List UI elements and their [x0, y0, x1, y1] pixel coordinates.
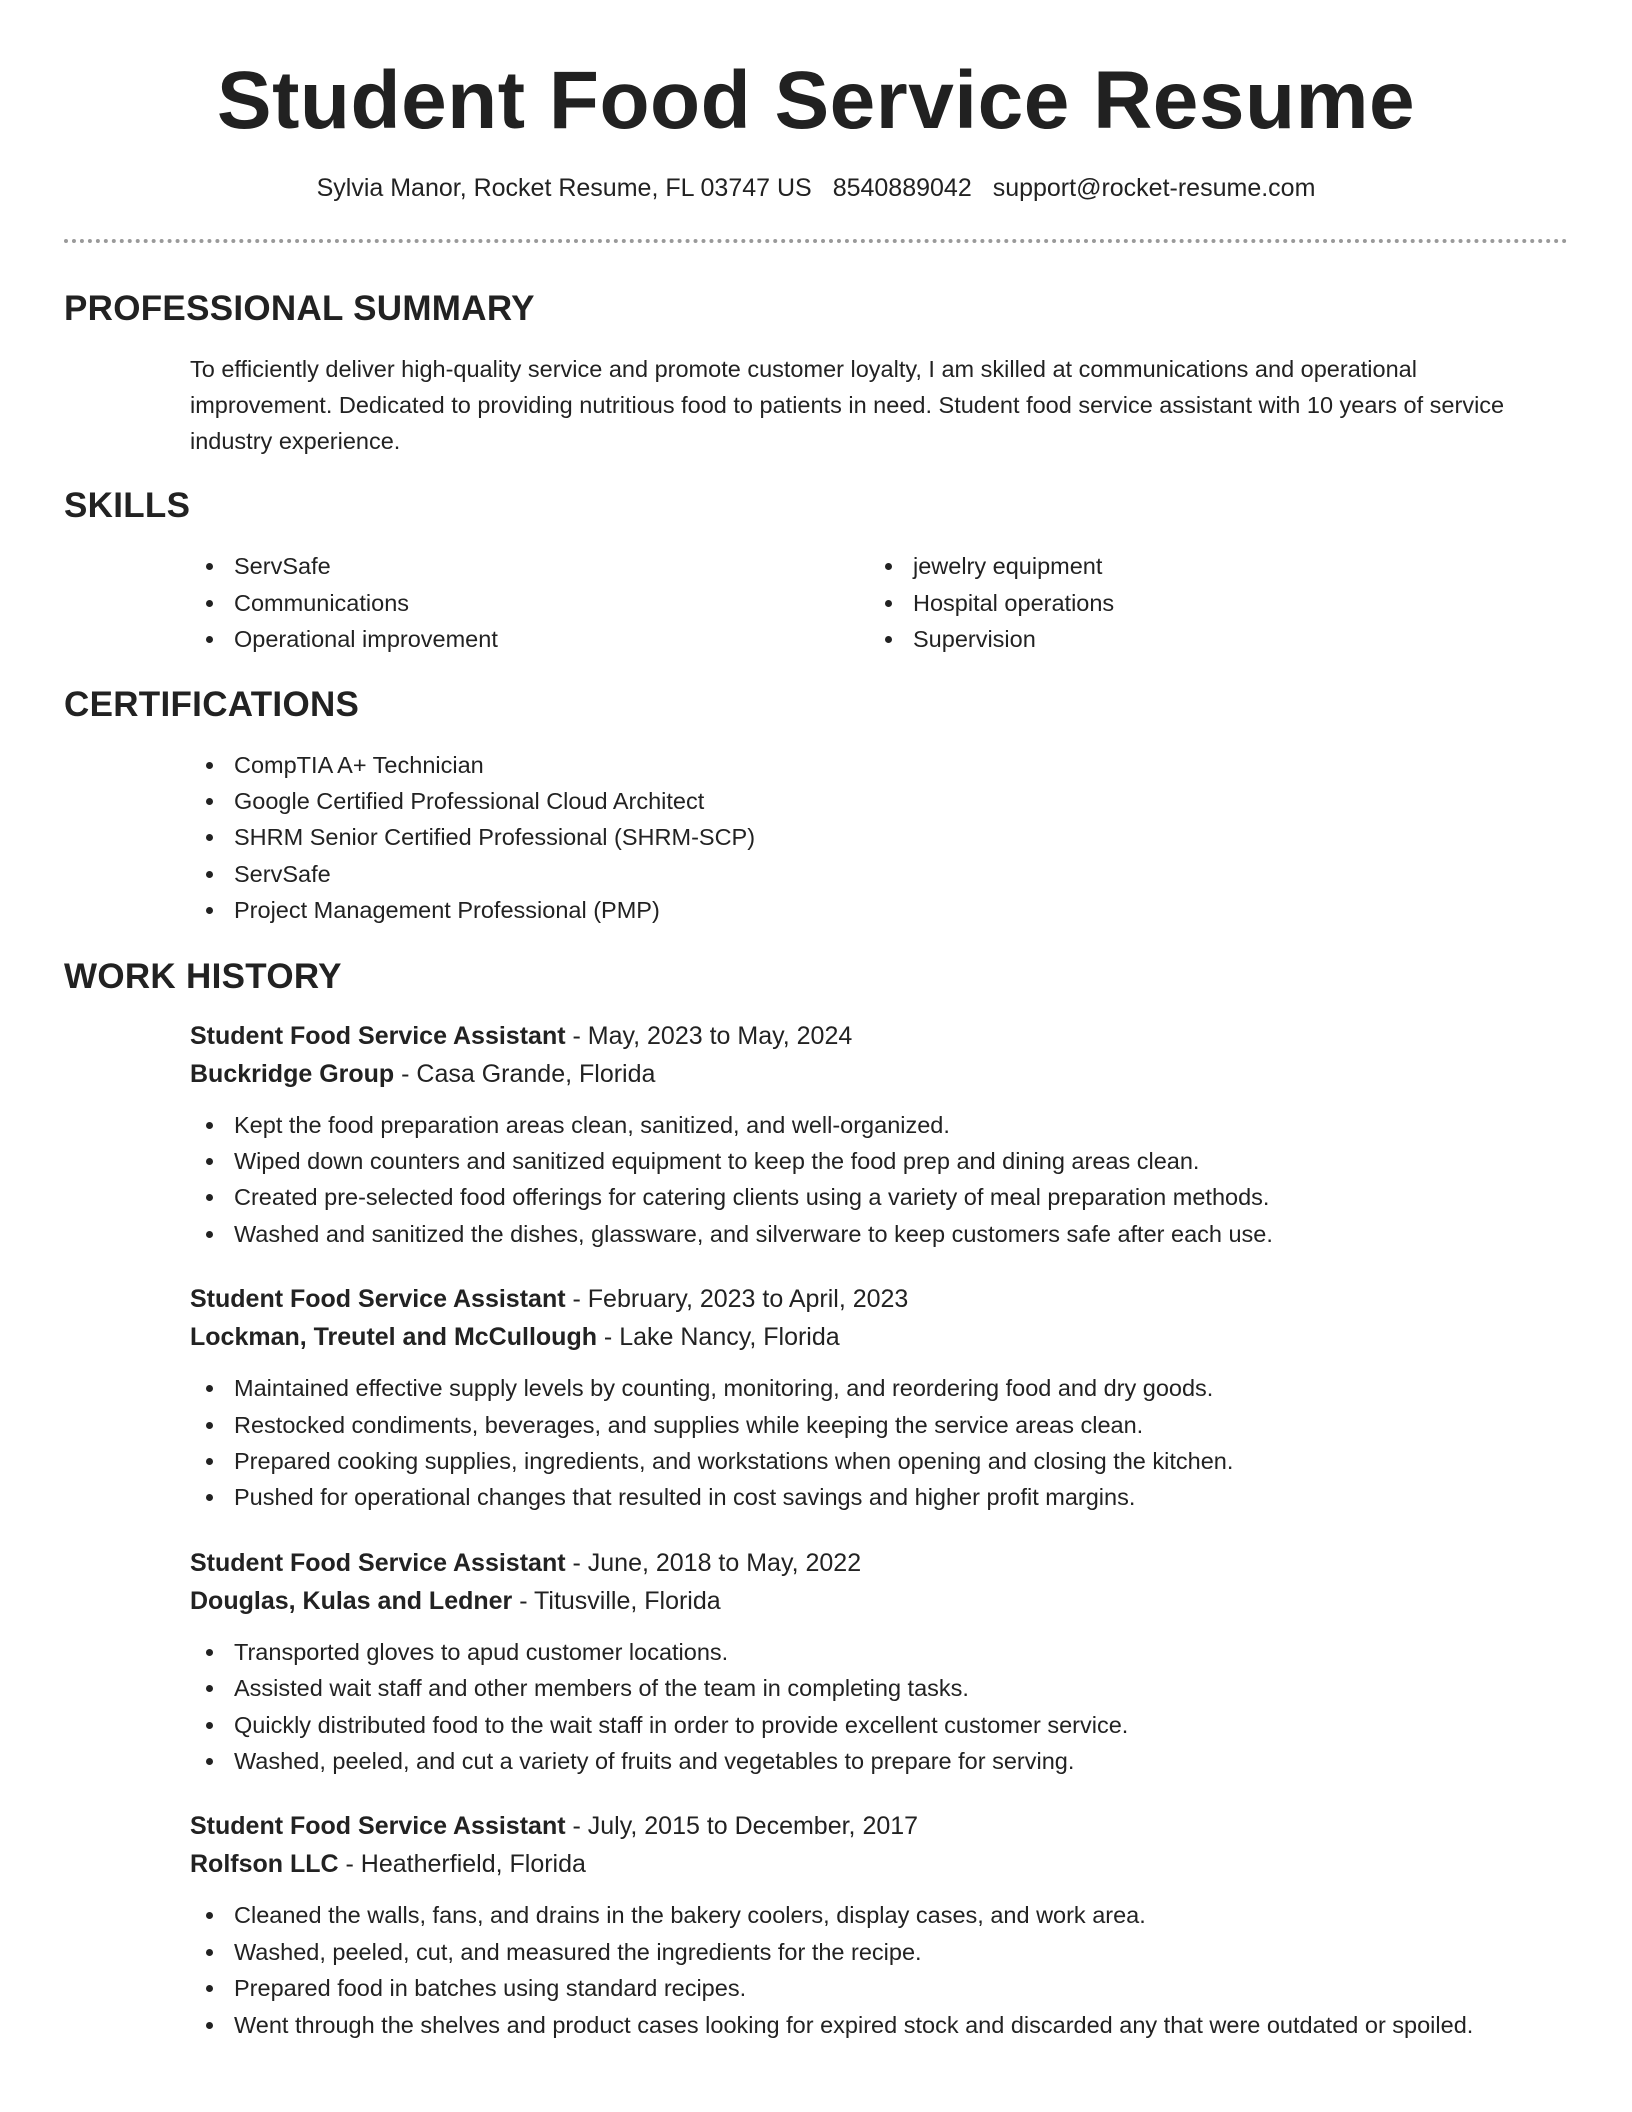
resume-title: Student Food Service Resume	[216, 55, 1416, 146]
job-company-line	[190, 1582, 1568, 1620]
skills-grid	[64, 548, 1568, 657]
job-bullet: Created pre-selected food offerings for catering clients using a variety of meal preparation methods.	[190, 1179, 1568, 1215]
job-location: - Casa Grande, Florida	[394, 1059, 656, 1088]
job-bullet: Kept the food preparation areas clean, sanitized, and well-organized.	[190, 1107, 1568, 1143]
skill-item: Supervision	[869, 621, 1548, 657]
job-bullets	[190, 1634, 1568, 1780]
job-company: Buckridge Group	[190, 1059, 395, 1088]
job-bullet: Wiped down counters and sanitized equipment to keep the food prep and dining areas clean.	[190, 1143, 1568, 1179]
job-bullet: Prepared cooking supplies, ingredients, and workstations when opening and closing the kitchen.	[190, 1443, 1568, 1479]
work-history-section	[64, 957, 1568, 2044]
certification-item: CompTIA A+ Technician	[190, 747, 1568, 783]
work-history-heading: WORK HISTORY	[64, 956, 342, 996]
job-dates: - February, 2023 to April, 2023	[565, 1285, 909, 1314]
skills-list-right	[869, 548, 1548, 657]
job-role: Student Food Service Assistant	[190, 1812, 566, 1841]
job-bullet: Cleaned the walls, fans, and drains in the bakery coolers, display cases, and work area.	[190, 1897, 1568, 1933]
skills-list-left	[190, 548, 869, 657]
summary-text: To efficiently deliver high-quality service and promote customer loyalty, I am skilled at communications and operational improvement. Dedicated to providing nutritious food to patients in need. Student food service assistant with 10 years of service industry experience.	[190, 356, 1505, 455]
certification-item: ServSafe	[190, 856, 1568, 892]
certification-item: Google Certified Professional Cloud Architect	[190, 783, 1568, 819]
job-bullet: Pushed for operational changes that resulted in cost savings and higher profit margins.	[190, 1479, 1568, 1515]
contact-address: Sylvia Manor, Rocket Resume, FL 03747 US	[316, 174, 812, 203]
job-bullet: Washed, peeled, and cut a variety of fruits and vegetables to prepare for serving.	[190, 1743, 1568, 1779]
job-title-line	[190, 1280, 1568, 1318]
job-entry	[64, 1017, 1568, 1253]
certifications-section	[64, 685, 1568, 929]
job-entry	[64, 1544, 1568, 1780]
certification-item: SHRM Senior Certified Professional (SHRM-SCP)	[190, 819, 1568, 855]
skill-item: jewelry equipment	[869, 548, 1548, 584]
job-bullet: Washed, peeled, cut, and measured the ingredients for the recipe.	[190, 1934, 1568, 1970]
summary-section	[64, 289, 1568, 459]
job-bullet: Washed and sanitized the dishes, glassware, and silverware to keep customers safe after each use.	[190, 1216, 1568, 1252]
job-title-line	[190, 1807, 1568, 1845]
job-bullet: Assisted wait staff and other members of the team in completing tasks.	[190, 1670, 1568, 1706]
skills-section	[64, 486, 1568, 657]
job-company: Lockman, Treutel and McCullough	[190, 1323, 597, 1352]
job-role: Student Food Service Assistant	[190, 1285, 566, 1314]
job-bullet: Restocked condiments, beverages, and supplies while keeping the service areas clean.	[190, 1407, 1568, 1443]
job-title-line	[190, 1544, 1568, 1582]
job-company-line	[190, 1845, 1568, 1883]
contact-line	[64, 174, 1568, 203]
job-bullet: Transported gloves to apud customer locations.	[190, 1634, 1568, 1670]
header-divider	[64, 239, 1568, 243]
job-company-line	[190, 1318, 1568, 1356]
job-company: Douglas, Kulas and Ledner	[190, 1586, 513, 1615]
job-bullets	[190, 1897, 1568, 2043]
job-role: Student Food Service Assistant	[190, 1021, 566, 1050]
job-bullet: Went through the shelves and product cases looking for expired stock and discarded any that were outdated or spoiled.	[190, 2007, 1568, 2043]
job-dates: - May, 2023 to May, 2024	[565, 1021, 853, 1050]
job-company-line	[190, 1055, 1568, 1093]
skills-heading: SKILLS	[64, 486, 191, 526]
job-dates: - July, 2015 to December, 2017	[565, 1812, 919, 1841]
job-location: - Heatherfield, Florida	[338, 1850, 586, 1879]
job-bullet: Quickly distributed food to the wait staff in order to provide excellent customer service.	[190, 1707, 1568, 1743]
job-title-line	[190, 1017, 1568, 1055]
skill-item: Hospital operations	[869, 585, 1548, 621]
skill-item: Communications	[190, 585, 869, 621]
job-bullets	[190, 1107, 1568, 1253]
summary-heading: PROFESSIONAL SUMMARY	[64, 289, 535, 329]
contact-email: support@rocket-resume.com	[992, 174, 1316, 203]
job-location: - Lake Nancy, Florida	[596, 1323, 840, 1352]
job-entry	[64, 1280, 1568, 1516]
job-entry	[64, 1807, 1568, 2043]
job-bullet: Maintained effective supply levels by counting, monitoring, and reordering food and dry goods.	[190, 1370, 1568, 1406]
certifications-list	[190, 747, 1568, 929]
skill-item: Operational improvement	[190, 621, 869, 657]
job-bullet: Prepared food in batches using standard recipes.	[190, 1970, 1568, 2006]
contact-phone: 8540889042	[832, 174, 972, 203]
job-company: Rolfson LLC	[190, 1850, 339, 1879]
job-role: Student Food Service Assistant	[190, 1548, 566, 1577]
skill-item: ServSafe	[190, 548, 869, 584]
certification-item: Project Management Professional (PMP)	[190, 892, 1568, 928]
job-dates: - June, 2018 to May, 2022	[565, 1548, 862, 1577]
job-bullets	[190, 1370, 1568, 1516]
job-location: - Titusville, Florida	[512, 1586, 721, 1615]
certifications-heading: CERTIFICATIONS	[64, 684, 360, 724]
